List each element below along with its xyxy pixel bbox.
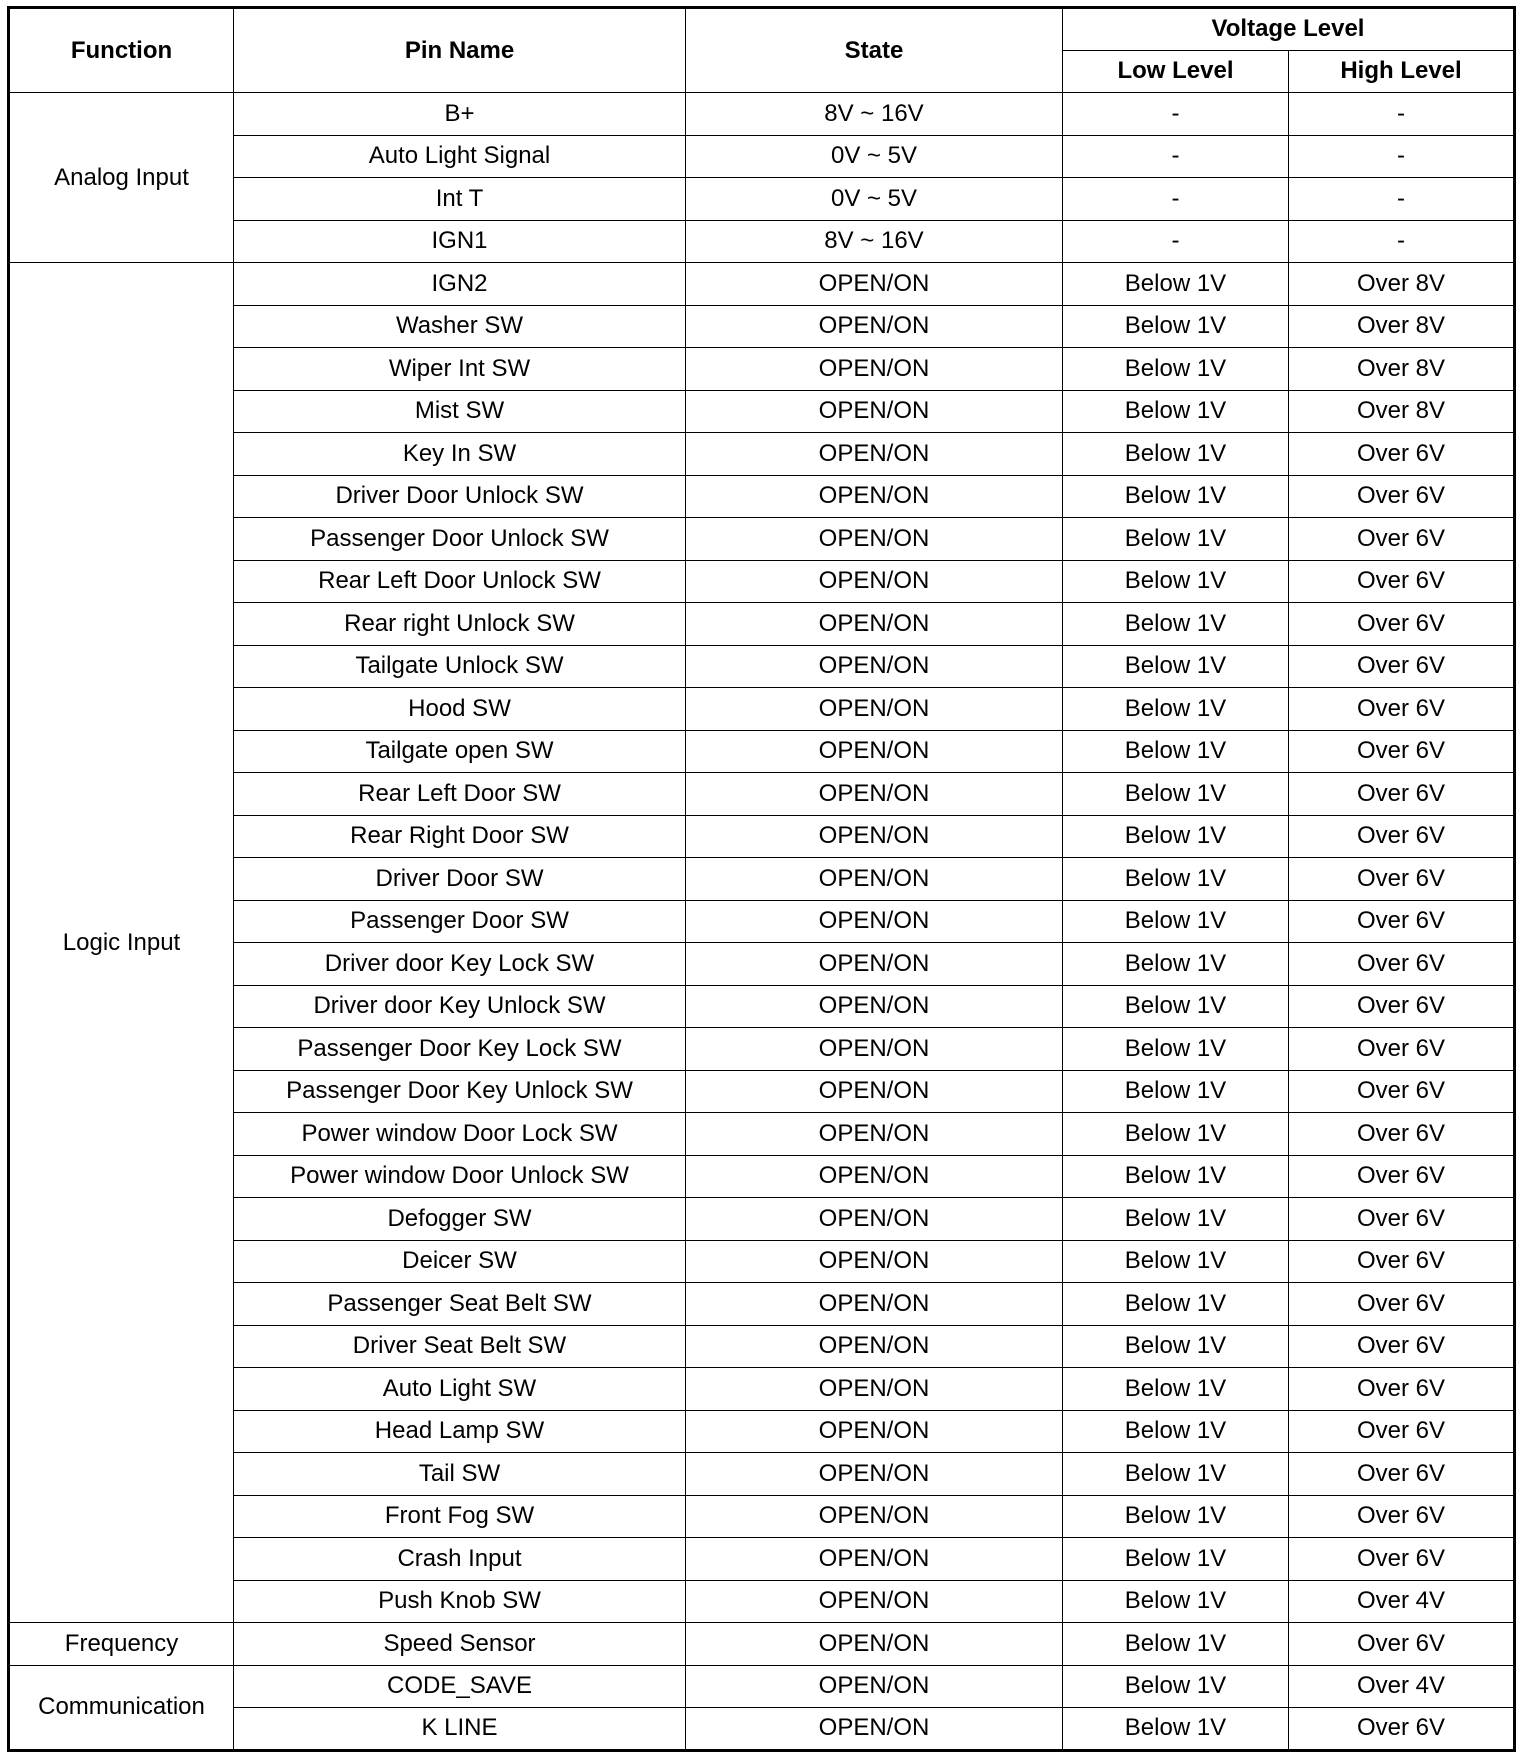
low-level-cell: Below 1V bbox=[1063, 1113, 1289, 1156]
low-level-cell: Below 1V bbox=[1063, 1283, 1289, 1326]
high-level-cell: Over 6V bbox=[1289, 1368, 1515, 1411]
table-row bbox=[9, 943, 1515, 986]
low-level-cell: Below 1V bbox=[1063, 985, 1289, 1028]
state-cell: OPEN/ON bbox=[686, 390, 1063, 433]
table-row bbox=[9, 773, 1515, 816]
state-cell: OPEN/ON bbox=[686, 985, 1063, 1028]
pin-name-cell: Passenger Door SW bbox=[234, 900, 686, 943]
state-cell: OPEN/ON bbox=[686, 688, 1063, 731]
pin-name-cell: Head Lamp SW bbox=[234, 1410, 686, 1453]
state-cell: OPEN/ON bbox=[686, 815, 1063, 858]
state-cell: OPEN/ON bbox=[686, 1283, 1063, 1326]
state-cell: OPEN/ON bbox=[686, 1113, 1063, 1156]
low-level-cell: - bbox=[1063, 220, 1289, 263]
high-level-cell: Over 6V bbox=[1289, 688, 1515, 731]
high-level-cell: - bbox=[1289, 220, 1515, 263]
state-cell: OPEN/ON bbox=[686, 433, 1063, 476]
pin-name-cell: Driver door Key Lock SW bbox=[234, 943, 686, 986]
header-high-level: High Level bbox=[1289, 50, 1515, 93]
pin-name-cell: Tail SW bbox=[234, 1453, 686, 1496]
high-level-cell: Over 6V bbox=[1289, 858, 1515, 901]
low-level-cell: Below 1V bbox=[1063, 1410, 1289, 1453]
high-level-cell: Over 6V bbox=[1289, 645, 1515, 688]
low-level-cell: Below 1V bbox=[1063, 645, 1289, 688]
pin-name-cell: Mist SW bbox=[234, 390, 686, 433]
high-level-cell: - bbox=[1289, 135, 1515, 178]
state-cell: OPEN/ON bbox=[686, 263, 1063, 306]
low-level-cell: Below 1V bbox=[1063, 390, 1289, 433]
pin-name-cell: Passenger Door Unlock SW bbox=[234, 518, 686, 561]
pin-name-cell: Power window Door Unlock SW bbox=[234, 1155, 686, 1198]
pin-spec-table bbox=[7, 6, 1516, 1752]
low-level-cell: Below 1V bbox=[1063, 815, 1289, 858]
state-cell: OPEN/ON bbox=[686, 1368, 1063, 1411]
low-level-cell: Below 1V bbox=[1063, 1155, 1289, 1198]
state-cell: OPEN/ON bbox=[686, 1325, 1063, 1368]
function-cell: Logic Input bbox=[9, 263, 234, 1623]
state-cell: OPEN/ON bbox=[686, 730, 1063, 773]
table-row bbox=[9, 1113, 1515, 1156]
high-level-cell: Over 4V bbox=[1289, 1665, 1515, 1708]
header-state: State bbox=[686, 8, 1063, 93]
pin-name-cell: Wiper Int SW bbox=[234, 348, 686, 391]
high-level-cell: Over 6V bbox=[1289, 518, 1515, 561]
table-row bbox=[9, 688, 1515, 731]
high-level-cell: Over 6V bbox=[1289, 1410, 1515, 1453]
pin-name-cell: Rear right Unlock SW bbox=[234, 603, 686, 646]
high-level-cell: Over 6V bbox=[1289, 1240, 1515, 1283]
low-level-cell: - bbox=[1063, 93, 1289, 136]
state-cell: OPEN/ON bbox=[686, 603, 1063, 646]
state-cell: OPEN/ON bbox=[686, 1155, 1063, 1198]
high-level-cell: Over 6V bbox=[1289, 1155, 1515, 1198]
pin-name-cell: Power window Door Lock SW bbox=[234, 1113, 686, 1156]
pin-name-cell: B+ bbox=[234, 93, 686, 136]
low-level-cell: - bbox=[1063, 135, 1289, 178]
pin-name-cell: Passenger Door Key Unlock SW bbox=[234, 1070, 686, 1113]
function-cell: Communication bbox=[9, 1665, 234, 1750]
state-cell: OPEN/ON bbox=[686, 1240, 1063, 1283]
table-row bbox=[9, 560, 1515, 603]
high-level-cell: Over 6V bbox=[1289, 985, 1515, 1028]
table-row bbox=[9, 1538, 1515, 1581]
header-function: Function bbox=[9, 8, 234, 93]
pin-name-cell: Washer SW bbox=[234, 305, 686, 348]
pin-name-cell: Crash Input bbox=[234, 1538, 686, 1581]
table-row bbox=[9, 603, 1515, 646]
low-level-cell: Below 1V bbox=[1063, 263, 1289, 306]
high-level-cell: Over 6V bbox=[1289, 730, 1515, 773]
table-row bbox=[9, 178, 1515, 221]
state-cell: OPEN/ON bbox=[686, 1495, 1063, 1538]
high-level-cell: Over 6V bbox=[1289, 560, 1515, 603]
table-header bbox=[9, 8, 1515, 93]
table-row bbox=[9, 1240, 1515, 1283]
table-row bbox=[9, 220, 1515, 263]
pin-name-cell: Key In SW bbox=[234, 433, 686, 476]
table-row bbox=[9, 985, 1515, 1028]
table-row bbox=[9, 1368, 1515, 1411]
state-cell: 0V ~ 5V bbox=[686, 135, 1063, 178]
state-cell: OPEN/ON bbox=[686, 560, 1063, 603]
pin-name-cell: Hood SW bbox=[234, 688, 686, 731]
table-row bbox=[9, 858, 1515, 901]
pin-name-cell: Push Knob SW bbox=[234, 1580, 686, 1623]
high-level-cell: Over 6V bbox=[1289, 1538, 1515, 1581]
function-cell: Analog Input bbox=[9, 93, 234, 263]
table-row bbox=[9, 1198, 1515, 1241]
function-cell: Frequency bbox=[9, 1623, 234, 1666]
pin-name-cell: Tailgate open SW bbox=[234, 730, 686, 773]
table-row bbox=[9, 1070, 1515, 1113]
high-level-cell: Over 6V bbox=[1289, 773, 1515, 816]
pin-name-cell: IGN1 bbox=[234, 220, 686, 263]
state-cell: OPEN/ON bbox=[686, 1580, 1063, 1623]
table-row bbox=[9, 1410, 1515, 1453]
pin-name-cell: CODE_SAVE bbox=[234, 1665, 686, 1708]
table-row bbox=[9, 135, 1515, 178]
table-row bbox=[9, 1155, 1515, 1198]
low-level-cell: - bbox=[1063, 178, 1289, 221]
state-cell: OPEN/ON bbox=[686, 1708, 1063, 1751]
high-level-cell: Over 8V bbox=[1289, 263, 1515, 306]
state-cell: OPEN/ON bbox=[686, 305, 1063, 348]
header-row-top bbox=[9, 8, 1515, 51]
table-row bbox=[9, 475, 1515, 518]
table-row bbox=[9, 518, 1515, 561]
low-level-cell: Below 1V bbox=[1063, 1198, 1289, 1241]
low-level-cell: Below 1V bbox=[1063, 475, 1289, 518]
state-cell: OPEN/ON bbox=[686, 1623, 1063, 1666]
pin-name-cell: Defogger SW bbox=[234, 1198, 686, 1241]
table-row bbox=[9, 348, 1515, 391]
table-row bbox=[9, 1453, 1515, 1496]
high-level-cell: Over 6V bbox=[1289, 1325, 1515, 1368]
low-level-cell: Below 1V bbox=[1063, 943, 1289, 986]
pin-name-cell: Driver Door SW bbox=[234, 858, 686, 901]
table-row bbox=[9, 900, 1515, 943]
high-level-cell: - bbox=[1289, 178, 1515, 221]
low-level-cell: Below 1V bbox=[1063, 560, 1289, 603]
table-row bbox=[9, 263, 1515, 306]
state-cell: 0V ~ 5V bbox=[686, 178, 1063, 221]
low-level-cell: Below 1V bbox=[1063, 348, 1289, 391]
pin-name-cell: Front Fog SW bbox=[234, 1495, 686, 1538]
high-level-cell: Over 6V bbox=[1289, 1453, 1515, 1496]
state-cell: OPEN/ON bbox=[686, 1028, 1063, 1071]
table-body bbox=[9, 93, 1515, 1751]
high-level-cell: Over 6V bbox=[1289, 475, 1515, 518]
high-level-cell: - bbox=[1289, 93, 1515, 136]
pin-name-cell: Rear Right Door SW bbox=[234, 815, 686, 858]
table-row bbox=[9, 93, 1515, 136]
high-level-cell: Over 6V bbox=[1289, 1028, 1515, 1071]
high-level-cell: Over 6V bbox=[1289, 1495, 1515, 1538]
low-level-cell: Below 1V bbox=[1063, 1623, 1289, 1666]
low-level-cell: Below 1V bbox=[1063, 1368, 1289, 1411]
high-level-cell: Over 6V bbox=[1289, 900, 1515, 943]
table-row bbox=[9, 1665, 1515, 1708]
low-level-cell: Below 1V bbox=[1063, 773, 1289, 816]
state-cell: OPEN/ON bbox=[686, 1453, 1063, 1496]
pin-name-cell: Auto Light Signal bbox=[234, 135, 686, 178]
table-row bbox=[9, 1495, 1515, 1538]
high-level-cell: Over 6V bbox=[1289, 1113, 1515, 1156]
state-cell: OPEN/ON bbox=[686, 1198, 1063, 1241]
table-row bbox=[9, 390, 1515, 433]
header-voltage-level: Voltage Level bbox=[1063, 8, 1515, 51]
low-level-cell: Below 1V bbox=[1063, 1028, 1289, 1071]
table-row bbox=[9, 1028, 1515, 1071]
low-level-cell: Below 1V bbox=[1063, 305, 1289, 348]
high-level-cell: Over 6V bbox=[1289, 1070, 1515, 1113]
pin-name-cell: Driver Seat Belt SW bbox=[234, 1325, 686, 1368]
pin-name-cell: Rear Left Door Unlock SW bbox=[234, 560, 686, 603]
table-row bbox=[9, 730, 1515, 773]
table-row bbox=[9, 1580, 1515, 1623]
pin-name-cell: Passenger Seat Belt SW bbox=[234, 1283, 686, 1326]
low-level-cell: Below 1V bbox=[1063, 518, 1289, 561]
low-level-cell: Below 1V bbox=[1063, 1665, 1289, 1708]
table-row bbox=[9, 1325, 1515, 1368]
pin-name-cell: Driver door Key Unlock SW bbox=[234, 985, 686, 1028]
low-level-cell: Below 1V bbox=[1063, 900, 1289, 943]
low-level-cell: Below 1V bbox=[1063, 1453, 1289, 1496]
table-row bbox=[9, 1708, 1515, 1751]
table-row bbox=[9, 1283, 1515, 1326]
high-level-cell: Over 8V bbox=[1289, 305, 1515, 348]
pin-name-cell: Driver Door Unlock SW bbox=[234, 475, 686, 518]
state-cell: OPEN/ON bbox=[686, 943, 1063, 986]
low-level-cell: Below 1V bbox=[1063, 1325, 1289, 1368]
low-level-cell: Below 1V bbox=[1063, 1495, 1289, 1538]
low-level-cell: Below 1V bbox=[1063, 858, 1289, 901]
table-row bbox=[9, 1623, 1515, 1666]
state-cell: OPEN/ON bbox=[686, 1410, 1063, 1453]
low-level-cell: Below 1V bbox=[1063, 1538, 1289, 1581]
pin-name-cell: Tailgate Unlock SW bbox=[234, 645, 686, 688]
header-low-level: Low Level bbox=[1063, 50, 1289, 93]
low-level-cell: Below 1V bbox=[1063, 688, 1289, 731]
state-cell: OPEN/ON bbox=[686, 645, 1063, 688]
low-level-cell: Below 1V bbox=[1063, 603, 1289, 646]
low-level-cell: Below 1V bbox=[1063, 730, 1289, 773]
low-level-cell: Below 1V bbox=[1063, 1240, 1289, 1283]
high-level-cell: Over 6V bbox=[1289, 1198, 1515, 1241]
table-row bbox=[9, 433, 1515, 476]
pin-name-cell: Auto Light SW bbox=[234, 1368, 686, 1411]
pin-name-cell: Speed Sensor bbox=[234, 1623, 686, 1666]
pin-name-cell: K LINE bbox=[234, 1708, 686, 1751]
low-level-cell: Below 1V bbox=[1063, 1070, 1289, 1113]
high-level-cell: Over 6V bbox=[1289, 1623, 1515, 1666]
high-level-cell: Over 6V bbox=[1289, 815, 1515, 858]
pin-name-cell: Deicer SW bbox=[234, 1240, 686, 1283]
high-level-cell: Over 6V bbox=[1289, 1708, 1515, 1751]
high-level-cell: Over 8V bbox=[1289, 348, 1515, 391]
pin-name-cell: Int T bbox=[234, 178, 686, 221]
state-cell: OPEN/ON bbox=[686, 773, 1063, 816]
state-cell: OPEN/ON bbox=[686, 1665, 1063, 1708]
state-cell: OPEN/ON bbox=[686, 900, 1063, 943]
low-level-cell: Below 1V bbox=[1063, 1708, 1289, 1751]
high-level-cell: Over 8V bbox=[1289, 390, 1515, 433]
state-cell: 8V ~ 16V bbox=[686, 220, 1063, 263]
state-cell: OPEN/ON bbox=[686, 518, 1063, 561]
high-level-cell: Over 6V bbox=[1289, 943, 1515, 986]
low-level-cell: Below 1V bbox=[1063, 1580, 1289, 1623]
table-row bbox=[9, 645, 1515, 688]
header-pin-name: Pin Name bbox=[234, 8, 686, 93]
high-level-cell: Over 6V bbox=[1289, 433, 1515, 476]
high-level-cell: Over 6V bbox=[1289, 603, 1515, 646]
state-cell: OPEN/ON bbox=[686, 1538, 1063, 1581]
pin-name-cell: Passenger Door Key Lock SW bbox=[234, 1028, 686, 1071]
table-row bbox=[9, 815, 1515, 858]
state-cell: OPEN/ON bbox=[686, 475, 1063, 518]
high-level-cell: Over 6V bbox=[1289, 1283, 1515, 1326]
state-cell: OPEN/ON bbox=[686, 858, 1063, 901]
state-cell: 8V ~ 16V bbox=[686, 93, 1063, 136]
pin-name-cell: IGN2 bbox=[234, 263, 686, 306]
low-level-cell: Below 1V bbox=[1063, 433, 1289, 476]
high-level-cell: Over 4V bbox=[1289, 1580, 1515, 1623]
state-cell: OPEN/ON bbox=[686, 348, 1063, 391]
state-cell: OPEN/ON bbox=[686, 1070, 1063, 1113]
table-row bbox=[9, 305, 1515, 348]
pin-name-cell: Rear Left Door SW bbox=[234, 773, 686, 816]
